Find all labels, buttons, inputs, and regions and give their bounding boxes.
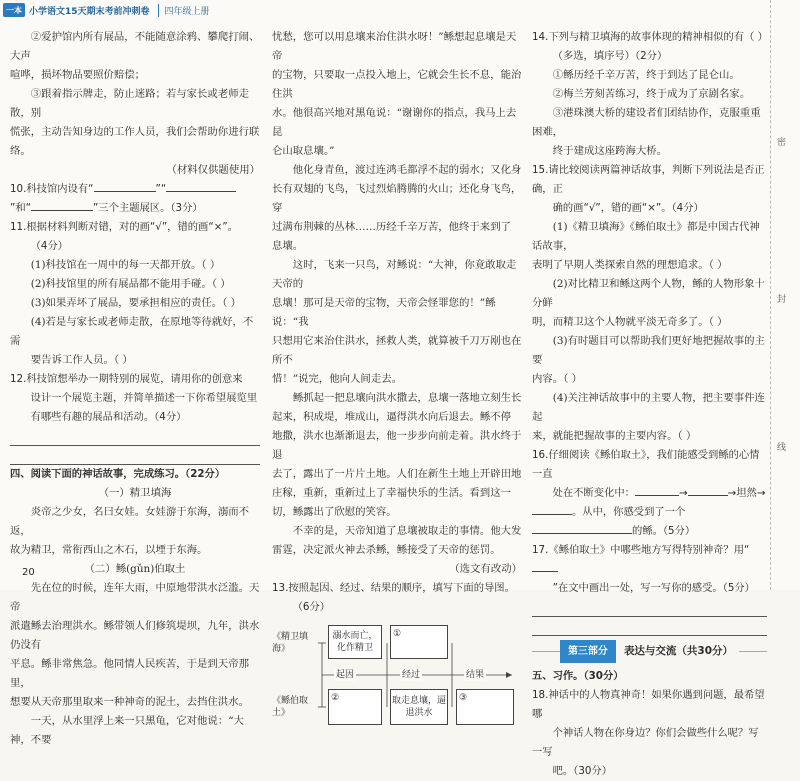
- rule-line: 慌张，主动告知身边的工作人员，我们会帮助你进行联络。: [10, 126, 260, 157]
- story-2-text: 忧愁，您可以用息壤来治住洪水呀！”鲧想起息壤是天帝: [272, 31, 517, 62]
- divider: [739, 651, 767, 652]
- story-2-text: 一天，从水里浮上来一只黑龟，它对他说：“大神，不要: [10, 715, 244, 746]
- q11-item[interactable]: 要告诉工作人员。（ ）: [30, 354, 133, 366]
- question-16: 16.仔细阅读《鲧伯取土》，我们能感受到鲧的心情一直: [532, 449, 760, 480]
- q14-option: ③港珠澳大桥的建设者们团结协作，克服重重困难，: [532, 107, 761, 138]
- story-2-text: 的宝物，只要取一点投入地上，它就会生长不息，能治住洪: [272, 69, 522, 100]
- question-18: 18.神话中的人物真神奇！如果你遇到问题，最希望哪: [532, 689, 765, 720]
- circle-number: ①: [393, 629, 402, 639]
- question-11: 11.根据材料判断对错，对的画“√”，错的画“×”。: [10, 221, 238, 233]
- q15-item[interactable]: (1)《精卫填海》《鲧伯取土》都是中国古代神话故事，: [532, 221, 760, 252]
- story-a-label: 《精卫填海》: [272, 632, 309, 654]
- story-2-text: 只想用它来治住洪水，拯救人类，就算被千刀万剐也在所不: [272, 335, 522, 366]
- question-17: 17.《鲧伯取土》中哪些地方写得特别神奇？用“: [532, 541, 767, 579]
- answer-box-3[interactable]: [456, 689, 514, 725]
- question-10: 10.科技馆内设有“ ”“: [10, 180, 260, 199]
- q14-option: ②梅兰芳刻苦练习，终于成为了京剧名家。: [552, 88, 751, 100]
- q15-item[interactable]: (3)有时题目可以帮助我们更好地把握故事的主要: [532, 335, 765, 366]
- q15-item[interactable]: (2)对比精卫和鲧这两个人物，鲧的人物形象十分鲜: [532, 278, 765, 309]
- header: [0, 0, 270, 20]
- question-12: 12.科技馆想举办一期特别的展览，请用你的创意来: [10, 373, 243, 385]
- part-3-tag: 第三部分: [560, 640, 616, 663]
- story-2-text: 雷霆，决定派火神去杀鲧，鲧接受了天帝的惩罚。: [272, 544, 501, 556]
- seal-mark: 线: [777, 443, 787, 453]
- seal-mark: 密: [777, 138, 787, 148]
- story-2-text: 起来，积成堤，堆成山，逼得洪水向后退去。鲧不停: [272, 411, 511, 423]
- question-10-cont: ”和“ ”三个主题展区。（3分）: [10, 199, 260, 218]
- story-1-text: 故为精卫，常衔西山之木石，以堙于东海。: [10, 544, 208, 556]
- question-13-points: （6分）: [292, 601, 331, 613]
- answer-blank[interactable]: [532, 522, 632, 534]
- answer-blank[interactable]: [532, 503, 572, 515]
- cause-box-a: 溺水而亡，化作精卫: [328, 625, 382, 659]
- story-2-text: 平息。鲧非常焦急。他同情人民疾苦，于是到天帝那里，: [10, 658, 249, 689]
- answer-blank[interactable]: [31, 199, 93, 211]
- story-2-title: （二）鲧(gǔn)伯取土: [84, 563, 186, 575]
- q11-item[interactable]: (2)科技馆里的所有展品都不能用手碰。（ ）: [30, 278, 231, 290]
- q14-option: ①鲧历经千辛万苦，终于到达了昆仑山。: [552, 69, 740, 81]
- circle-number: ②: [331, 693, 340, 703]
- question-12-line: 有哪些有趣的展品和活动。（4分）: [30, 411, 187, 423]
- q15-item[interactable]: 表明了早期人类探索自然的理想追求。（ ）: [532, 259, 728, 271]
- story-2-text: 切，鲧露出了欣慰的笑容。: [272, 506, 397, 518]
- q11-item[interactable]: (4)若是与家长或老师走散，在原地等待就好，不需: [10, 316, 254, 347]
- q15-item[interactable]: 明，而精卫这个人物就平淡无奇多了。（ ）: [532, 316, 728, 328]
- story-2-text: 息壤！那可是天帝的宝物，天帝会怪罪您的！”鲧说：“我: [272, 297, 496, 328]
- series-title: 小学语文15天期末考前冲刺卷: [29, 6, 150, 17]
- story-2-text: 派遣鲧去治理洪水。鲧带领人们修筑堤坝，九年，洪水仍没有: [10, 620, 260, 651]
- label-cause: 起因: [336, 670, 355, 680]
- q11-item[interactable]: (3)如果弄坏了展品，要承担相应的责任。（ ）: [30, 297, 242, 309]
- mind-map-diagram: [272, 621, 522, 729]
- q11-item[interactable]: (1)科技馆在一周中的每一天都开放。（ ）: [30, 259, 221, 271]
- label-result: 结果: [466, 670, 485, 680]
- story-2-text: 想要从天帝那里取来一种神奇的泥土，去挡住洪水。: [10, 696, 249, 708]
- label-process: 经过: [402, 670, 421, 680]
- process-box-b: 取走息壤，逼退洪水: [390, 689, 448, 725]
- story-2-text: 他化身青鱼，渡过连鸿毛都浮不起的弱水；又化身: [292, 164, 522, 176]
- answer-blank[interactable]: [688, 484, 728, 496]
- mark-symbol-blank: [532, 560, 558, 572]
- page-number: 20: [22, 567, 35, 578]
- answer-blank[interactable]: [94, 180, 156, 192]
- answer-box-1[interactable]: [390, 625, 448, 659]
- story-2-text: 长有双翅的飞鸟，飞过烈焰腾腾的火山；还化身飞鸟，穿: [272, 183, 522, 214]
- column-3: [532, 28, 767, 781]
- story-1-title: （一）精卫填海: [98, 487, 172, 499]
- q15-item[interactable]: 来，就能把握故事的主要内容。（ ）: [532, 430, 697, 442]
- story-2-text: 不幸的是，天帝知道了息壤被取走的事情。他大发: [292, 525, 522, 537]
- question-18-line: 个神话人物在你身边？你们会做些什么呢？写一写: [532, 727, 759, 758]
- story-2-text: 息壤。: [272, 240, 304, 252]
- story-2-text: 惜！”说完，他向人间走去。: [272, 373, 402, 385]
- question-14-points: （多选，填序号）（2分）: [552, 50, 668, 62]
- part-3-title: 表达与交流（共30分）: [623, 645, 734, 657]
- question-17-line: ”在文中画出一处，写一写你的感受。（5分）: [552, 582, 755, 594]
- question-15-line: 确的画“√”，错的画“×”。（4分）: [552, 202, 704, 214]
- seal-mark: 封: [777, 295, 787, 305]
- answer-box-2[interactable]: [328, 689, 382, 725]
- story-b-label: 《鲧伯取土》: [272, 696, 309, 718]
- story-1-text: 炎帝之少女，名曰女娃。女娃游于东海，溺而不返，: [10, 506, 249, 537]
- question-16-line: 处在不断变化中： → →坦然→: [532, 484, 767, 503]
- rule-line: 喧哗，损坏物品要照价赔偿；: [10, 69, 146, 81]
- part-3-banner: [532, 640, 767, 663]
- divider: [532, 651, 560, 652]
- circle-number: ③: [459, 693, 468, 703]
- answer-line[interactable]: [10, 446, 260, 465]
- answer-line[interactable]: [10, 427, 260, 446]
- grade-label: 四年级上册: [158, 4, 210, 17]
- question-13: 13.按照起因、经过、结果的顺序，填写下面的导图。: [272, 582, 515, 594]
- question-11-points: （4分）: [30, 240, 69, 252]
- part-4-heading: 四、阅读下面的神话故事，完成练习。（22分）: [10, 468, 226, 480]
- q15-item[interactable]: 内容。（ ）: [532, 373, 583, 385]
- column-2: [272, 28, 522, 729]
- publisher-logo: 一本: [3, 3, 25, 17]
- question-12-line: 设计一个展览主题，并简单描述一下你希望展览里: [30, 392, 258, 404]
- story-2-text: 过满布荆棘的丛林……历经千辛万苦，他终于来到了: [272, 221, 511, 233]
- story-2-text: 先在位的时候，连年大雨，中原地带洪水泛滥。天帝: [10, 582, 260, 613]
- question-16-line: 。从中，你感受到了一个: [532, 503, 767, 522]
- story-2-text: 地撒，洪水也渐渐退去，他一步步向前走着。洪水终于退: [272, 430, 522, 461]
- story-2-text: 鲧抓起一把息壤向洪水撒去，息壤一落地立刻生长: [292, 392, 522, 404]
- story-2-text: 庄稼，重新，重新过上了幸福快乐的生活。看到这一: [272, 487, 511, 499]
- answer-line[interactable]: [532, 598, 767, 617]
- column-1: [10, 28, 260, 750]
- story-2-text: 仑山取息壤。”: [272, 145, 335, 157]
- story-2-text: 去了，露出了一片片土地。人们在新生土地上开辟田地: [272, 468, 522, 480]
- answer-blank[interactable]: [635, 484, 679, 496]
- rule-line: ③跟着指示牌走，防止迷路；若与家长或老师走散，别: [10, 88, 249, 119]
- question-18-line: 吧。（30分）: [552, 765, 613, 777]
- question-15: 15.请比较阅读两篇神话故事，判断下列说法是否正确，正: [532, 164, 765, 195]
- source-note: （选文有改动）: [449, 563, 522, 575]
- q15-item[interactable]: (4)关注神话故事中的主要人物，把主要事件连起: [532, 392, 765, 423]
- answer-blank[interactable]: [166, 180, 236, 192]
- question-16-line: 的鲧。（5分）: [532, 522, 767, 541]
- rule-line: ②爱护馆内所有展品，不能随意涂鸦、攀爬打闹、大声: [10, 31, 260, 62]
- q14-option: 终于建成这座跨海大桥。: [552, 145, 668, 157]
- story-2-text: 水。他很高兴地对黑龟说：“谢谢你的指点，我马上去昆: [272, 107, 517, 138]
- answer-line[interactable]: [532, 617, 767, 636]
- material-note: （材料仅供题使用）: [166, 164, 260, 176]
- question-14: 14.下列与精卫填海的故事体现的精神相似的有（ ）: [532, 31, 768, 43]
- part-5-heading: 五、习作。（30分）: [532, 670, 624, 682]
- story-2-text: 这时，飞来一只鸟，对鲧说：“大神，你竟敢取走天帝的: [272, 259, 517, 290]
- binding-margin: [770, 0, 800, 590]
